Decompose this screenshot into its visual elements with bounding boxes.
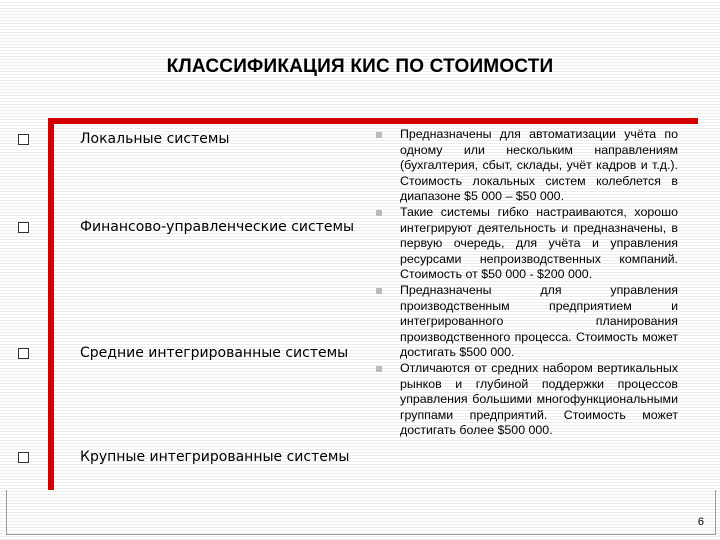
square-bullet-icon	[376, 210, 382, 216]
checkbox-bullet-icon	[18, 452, 29, 463]
category-label: Финансово-управленческие системы	[80, 219, 355, 235]
checkbox-bullet-icon	[18, 348, 29, 359]
category-label: Локальные системы	[80, 131, 230, 147]
frame-border	[6, 490, 716, 535]
square-bullet-icon	[376, 366, 382, 372]
description-item	[375, 205, 678, 283]
square-bullet-icon	[376, 132, 382, 138]
checkbox-bullet-icon	[18, 134, 29, 145]
description-item	[375, 361, 678, 439]
description-text: Такие системы гибко настраиваются, хорошо интегрируют деятельность и предназначены, в первую очередь, для учёта и управления ресурсами непроизводственных компаний. Стоимость от $50 000 - $200 000.	[400, 204, 678, 282]
descriptions-list	[375, 127, 678, 439]
slide-title: КЛАССИФИКАЦИЯ КИС ПО СТОИМОСТИ	[166, 56, 554, 77]
description-text: Отличаются от средних набором вертикальных рынков и глубиной поддержки процессов управления большими многофункциональными группами предприятий. Стоимость может достигать более $500 000.	[400, 360, 678, 438]
accent-line-vertical	[48, 118, 54, 490]
category-label: Крупные интегрированные системы	[80, 449, 350, 465]
description-text: Предназначены для управления производственным предприятием и интегрированного планирования производственного процесса. Стоимость может достигать $500 000.	[400, 282, 678, 360]
description-text: Предназначены для автоматизации учёта по одному или нескольким направлениям (бухгалтерия, сбыт, склады, учёт кадров и т.д.). Стоимость локальных систем колеблется в диапазоне $5 000 – $50 000.	[400, 127, 678, 204]
description-item	[375, 127, 678, 205]
page-number: 6	[697, 516, 704, 528]
checkbox-bullet-icon	[18, 222, 29, 233]
accent-line-horizontal	[48, 118, 698, 124]
square-bullet-icon	[376, 288, 382, 294]
category-label: Средние интегрированные системы	[80, 345, 349, 361]
description-item	[375, 283, 678, 361]
